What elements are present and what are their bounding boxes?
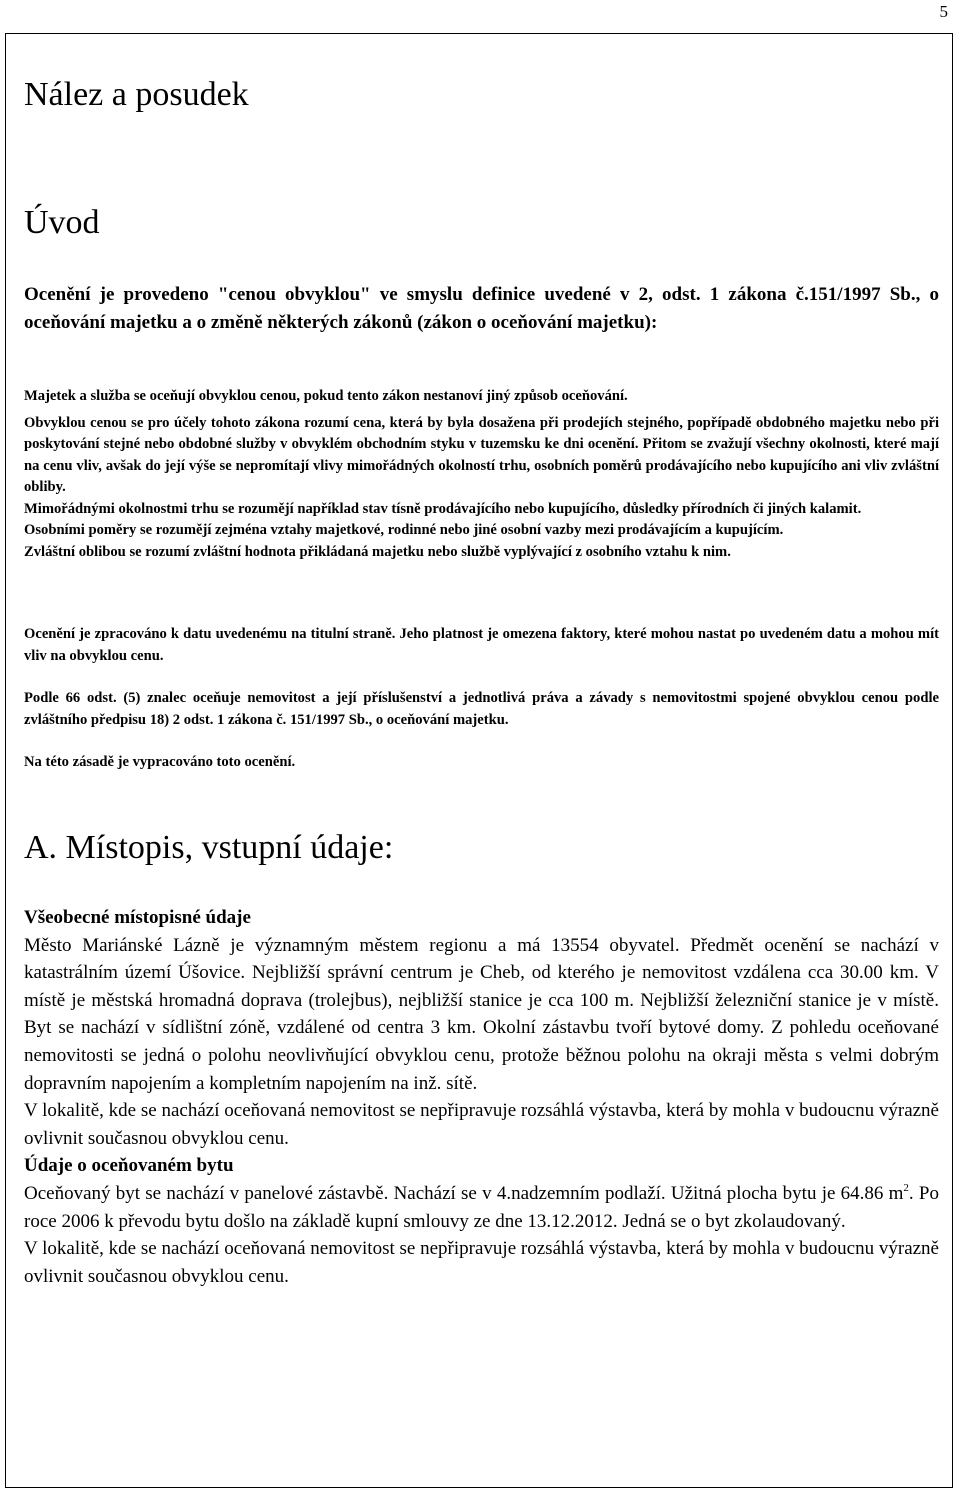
- law-paragraph-1: Majetek a služba se oceňují obvyklou cenou, pokud tento zákon nestanoví jiný způsob oceňování.: [24, 388, 628, 404]
- law-paragraph-5: Zvláštní oblibou se rozumí zvláštní hodnota přikládaná majetku nebo službě vyplývající z osobního vztahu k nim.: [24, 543, 731, 560]
- page-title: Nález a posudek: [24, 76, 249, 113]
- podle-paragraph: Podle 66 odst. (5) znalec oceňuje nemovitost a její příslušenství a jednotlivá práva a závady s nemovitostmi spojené obvyklou cenou podle zvláštního předpisu 18) 2 odst. 1 zákona č. 151/1997 Sb., o oceňování majetku.: [24, 690, 939, 728]
- law-excerpt: [24, 386, 939, 563]
- subhead-general: Všeobecné místopisné údaje: [24, 907, 251, 928]
- subhead-flat: Údaje o oceňovaném bytu: [24, 1155, 234, 1177]
- flat-paragraph-1-b: . Po roce 2006 k převodu bytu došlo na základě kupní smlouvy ze dne 13.12.2012. Jedná se o byt zkolaudovaný.: [24, 1182, 939, 1232]
- general-paragraph-2: V lokalitě, kde se nachází oceňovaná nemovitost se nepřipravuje rozsáhlá výstavba, která by mohla v budoucnu výrazně ovlivnit současnou obvyklou cenu.: [24, 1100, 939, 1149]
- intro-paragraph: Ocenění je provedeno "cenou obvyklou" ve smyslu definice uvedené v 2, odst. 1 zákona č.151/1997 Sb., o oceňování majetku a o změně některých zákonů (zákon o oceňování majetku):: [24, 284, 939, 333]
- flat-paragraph-1-a: Oceňovaný byt se nachází v panelové zástavbě. Nachází se v 4.nadzemním podlaží. Užitná plocha bytu je 64.86 m: [24, 1182, 904, 1204]
- page-number: 5: [939, 2, 948, 21]
- page-frame: [5, 33, 953, 1488]
- flat-paragraph-1: [24, 1180, 939, 1235]
- law-paragraph-3: Mimořádnými okolnostmi trhu se rozumějí například stav tísně prodávajícího nebo kupujícího, důsledky přírodních či jiných kalamit.: [24, 500, 862, 517]
- flat-paragraph-2: V lokalitě, kde se nachází oceňovaná nemovitost se nepřipravuje rozsáhlá výstavba, která by mohla v budoucnu výrazně ovlivnit současnou obvyklou cenu.: [24, 1238, 939, 1287]
- valuation-date-paragraph: Ocenění je zpracováno k datu uvedenému na titulní straně. Jeho platnost je omezena faktory, které mohou nastat po uvedeném datu a mohou mít vliv na obvyklou cenu.: [24, 626, 939, 664]
- law-paragraph-4: Osobními poměry se rozumějí zejména vztahy majetkové, rodinné nebo jiné osobní vazby mezi prodávajícím a kupujícím.: [24, 522, 784, 538]
- section-a-body: [24, 904, 939, 1290]
- section-heading-a: A. Místopis, vstupní údaje:: [24, 829, 394, 866]
- zasada-paragraph: Na této zásadě je vypracováno toto ocenění.: [24, 754, 296, 770]
- section-heading-uvod: Úvod: [24, 204, 100, 241]
- law-paragraph-2: Obvyklou cenou se pro účely tohoto zákona rozumí cena, která by byla dosažena při prodejích stejného, popřípadě obdobného majetku nebo při poskytování stejné nebo obdobné služby v obvyklém obchodním styku v tuzemsku ke dni ocenění. Přitom se zvažují všechny okolnosti, které mají na cenu vliv, avšak do její výše se nepromítají vlivy mimořádných okolností trhu, osobních poměrů prodávajícího nebo kupujícího ani vliv zvláštní obliby.: [24, 414, 939, 495]
- general-paragraph-1: Město Mariánské Lázně je významným městem regionu a má 13554 obyvatel. Předmět ocenění se nachází v katastrálním území Úšovice. Nejbližší správní centrum je Cheb, od kterého je nemovitost vzdálena cca 30.00 km. V místě je městská hromadná doprava (trolejbus), nejbližší stanice je cca 100 m. Nejbližší železniční stanice je v místě. Byt se nachází v sídlištní zóně, vzdálené od centra 3 km. Okolní zástavbu tvoří bytové domy. Z pohledu oceňované nemovitosti se jedná o polohu neovlivňující obvyklou cenu, protože běžnou polohu na okraji města s velmi dobrým dopravním napojením a kompletním napojením na inž. sítě.: [24, 934, 939, 1094]
- flat-paragraph-1-sup: 2: [903, 1181, 909, 1194]
